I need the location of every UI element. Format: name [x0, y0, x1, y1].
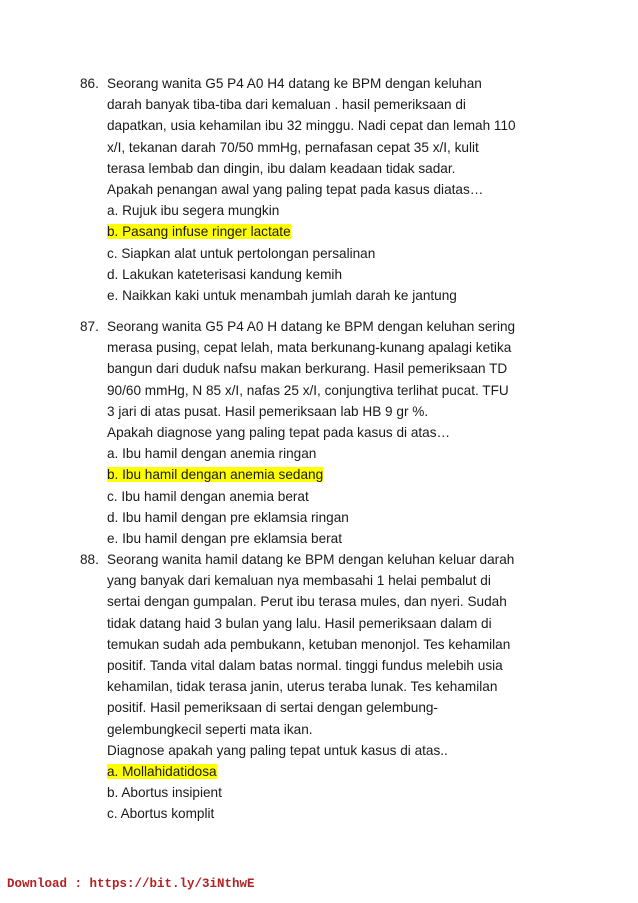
question-text: tidak datang haid 3 bulan yang lalu. Hasil pemeriksaan dalam di	[107, 615, 492, 631]
answer-option: d. Ibu hamil dengan pre eklamsia ringan	[107, 509, 349, 525]
question-text: Seorang wanita hamil datang ke BPM dengan keluhan keluar darah	[107, 552, 515, 567]
question-number: 87.	[80, 319, 99, 334]
question-88-line-1	[80, 549, 580, 570]
download-link[interactable]: Download : https://bit.ly/3iNthwE	[7, 877, 255, 891]
question-86-line-1	[80, 73, 580, 94]
answer-option: e. Ibu hamil dengan pre eklamsia berat	[107, 530, 343, 546]
question-87-line-1	[80, 316, 580, 337]
answer-option: c. Abortus komplit	[107, 806, 215, 822]
question-text: 3 jari di atas pusat. Hasil pemeriksaan lab HB 9 gr %.	[107, 403, 429, 419]
question-prompt: Apakah penangan awal yang paling tepat pada kasus diatas…	[107, 181, 484, 197]
question-86	[80, 73, 580, 306]
answer-option: e. Naikkan kaki untuk menambah jumlah darah ke jantung	[107, 287, 457, 303]
question-text: positif. Tanda vital dalam batas normal. tinggi fundus melebih usia	[107, 657, 503, 673]
question-prompt: Diagnose apakah yang paling tepat untuk kasus di atas..	[107, 742, 448, 758]
answer-option-highlighted: b. Ibu hamil dengan anemia sedang	[107, 467, 324, 483]
answer-option: c. Ibu hamil dengan anemia berat	[107, 488, 309, 504]
question-text: bangun dari duduk nafsu makan berkurang. Hasil pemeriksaan TD	[107, 361, 508, 377]
question-prompt: Apakah diagnose yang paling tepat pada kasus di atas…	[107, 424, 451, 440]
question-text: temukan sudah ada pembukann, ketuban menonjol. Tes kehamilan	[107, 636, 511, 652]
answer-option: c. Siapkan alat untuk pertolongan persalinan	[107, 245, 376, 261]
question-text: terasa lembab dan dingin, ibu dalam keadaan tidak sadar.	[107, 160, 456, 176]
question-text: Seorang wanita G5 P4 A0 H4 datang ke BPM dengan keluhan	[107, 76, 482, 91]
question-text: merasa pusing, cepat lelah, mata berkunang-kunang apalagi ketika	[107, 340, 512, 356]
question-text: sertai dengan gumpalan. Perut ibu terasa mules, dan nyeri. Sudah	[107, 594, 507, 610]
answer-option: a. Ibu hamil dengan anemia ringan	[107, 446, 317, 462]
question-text: dapatkan, usia kehamilan ibu 32 minggu. Nadi cepat dan lemah 110	[107, 118, 516, 134]
question-number: 86.	[80, 76, 99, 91]
question-88	[80, 549, 580, 824]
question-text: x/I, tekanan darah 70/50 mmHg, pernafasan cepat 35 x/I, kulit	[107, 139, 479, 155]
answer-option: d. Lakukan kateterisasi kandung kemih	[107, 266, 343, 282]
question-text: 90/60 mmHg, N 85 x/I, nafas 25 x/I, conjungtiva terlihat pucat. TFU	[107, 382, 509, 398]
question-text: yang banyak dari kemaluan nya membasahi 1 helai pembalut di	[107, 573, 491, 589]
question-text: Seorang wanita G5 P4 A0 H datang ke BPM dengan keluhan sering	[107, 319, 516, 334]
question-text: positif. Hasil pemeriksaan di sertai dengan gelembung-	[107, 700, 438, 716]
answer-option-highlighted: a. Mollahidatidosa	[107, 763, 217, 779]
answer-option-highlighted: b. Pasang infuse ringer lactate	[107, 224, 291, 240]
question-text: gelembungkecil seperti mata ikan.	[107, 721, 313, 737]
question-text: darah banyak tiba-tiba dari kemaluan . hasil pemeriksaan di	[107, 97, 466, 113]
question-number: 88.	[80, 552, 99, 567]
answer-option: a. Rujuk ibu segera mungkin	[107, 203, 280, 219]
question-text: kehamilan, tidak terasa janin, uterus teraba lunak. Tes kehamilan	[107, 679, 498, 695]
answer-option: b. Abortus insipient	[107, 785, 222, 801]
question-87	[80, 316, 580, 549]
